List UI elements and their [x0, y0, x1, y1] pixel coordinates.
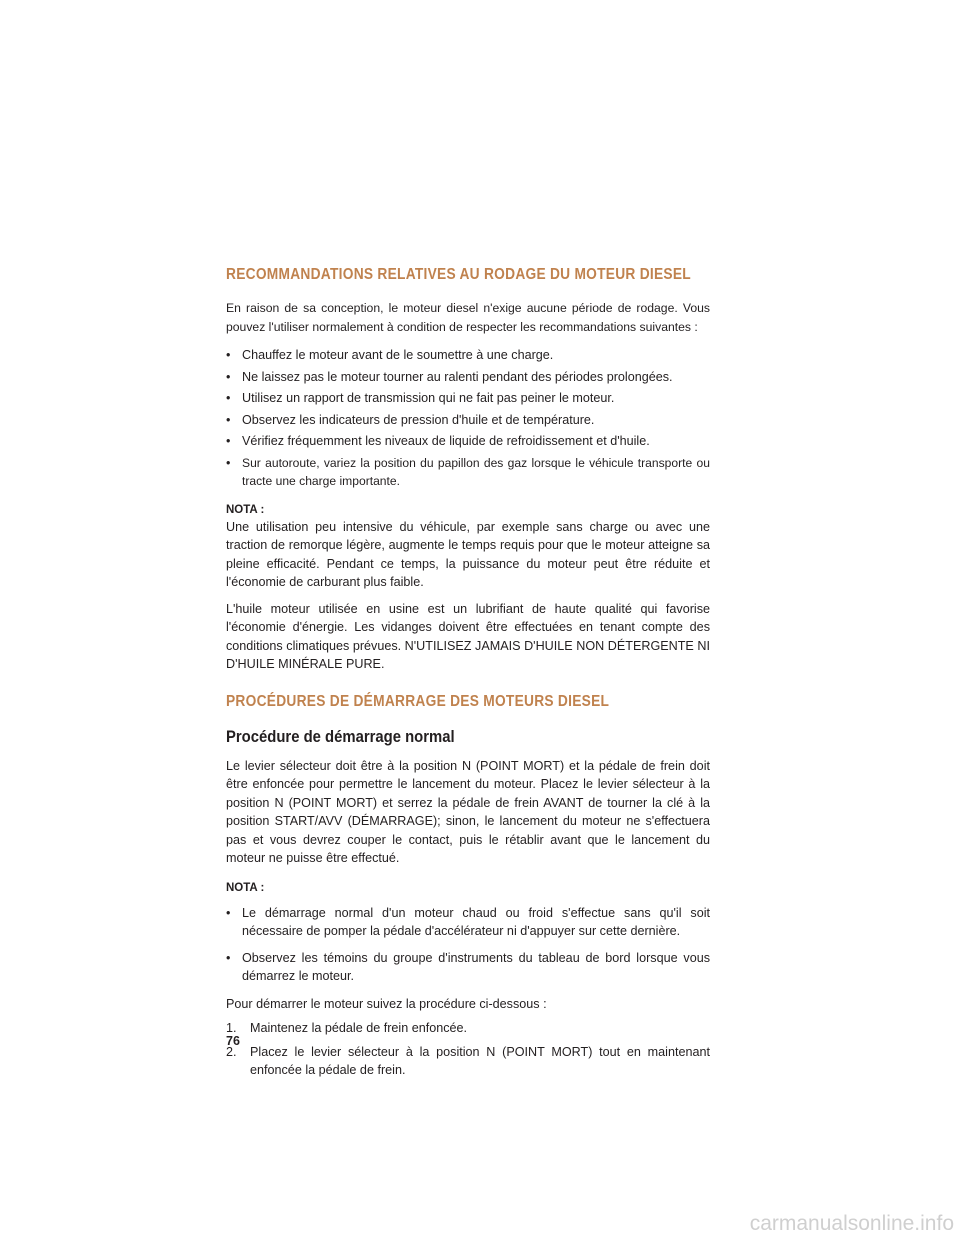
list-item: • Le démarrage normal d'un moteur chaud ou froid s'effectue sans qu'il soit nécessaire de pomper la pédale d'accélérateur ni d'appuyer sur cette dernière.: [226, 905, 710, 938]
demarrage-body: Le levier sélecteur doit être à la position N (POINT MORT) et la pédale de frein doit être enfoncée pour permettre le lancement du moteur. Placez le levier sélecteur à la position N (POINT MORT) et serrez la pédale de frein AVANT de tourner la clé à la position START/AVV (DÉMARRAGE); sinon, le lancement du moteur ne s'effectuera pas et vous devrez couper le contact, puis le rétablir avant que le lancement du moteur ne puisse être effectué.: [226, 758, 710, 865]
step-number: 2.: [226, 1044, 237, 1059]
oil-paragraph: L'huile moteur utilisée en usine est un lubrifiant de haute qualité qui favorise l'économie d'énergie. Les vidanges doivent être effectuées en tenant compte des conditions climatiques prévues. N'UTILISEZ JAMAIS D'HUILE NON DÉTERGENTE NI D'HUILE MINÉRALE PURE.: [226, 601, 710, 671]
nota-label: NOTA :: [226, 503, 265, 516]
page-number: 76: [226, 1034, 240, 1048]
step-number: 1.: [226, 1021, 237, 1035]
watermark-text: carmanualsonline.info: [749, 1212, 954, 1235]
rodage-recommendations-list: [226, 346, 710, 491]
list-item: • Utilisez un rapport de transmission qui ne fait pas peiner le moteur.: [226, 389, 710, 408]
bullet-marker: •: [226, 369, 231, 384]
list-item: • Chauffez le moteur avant de le soumettre à une charge.: [226, 346, 710, 365]
bullet-marker: •: [226, 950, 231, 965]
bullet-marker: •: [226, 348, 231, 362]
bullet-marker: •: [226, 412, 231, 427]
section-title-demarrage: PROCÉDURES DE DÉMARRAGE DES MOTEURS DIESEL: [226, 692, 610, 710]
demarrage-nota-list: [226, 904, 710, 986]
steps-intro: Pour démarrer le moteur suivez la procédure ci-dessous :: [226, 996, 547, 1011]
section-title-rodage: RECOMMANDATIONS RELATIVES AU RODAGE DU MOTEUR DIESEL: [226, 266, 691, 283]
list-item: 2. Placez le levier sélecteur à la position N (POINT MORT) tout en maintenant enfoncée la pédale de frein.: [226, 1044, 710, 1077]
nota-text: Une utilisation peu intensive du véhicule, par exemple sans charge ou avec une traction de remorque légère, augmente le temps requis pour que le moteur atteigne sa pleine efficacité. Pendant ce temps, la puissance du moteur peut être réduite et l'économie de carburant plus faible.: [226, 519, 710, 589]
steps-list: [226, 1019, 710, 1080]
list-item: 1. Maintenez la pédale de frein enfoncée.: [226, 1019, 710, 1038]
list-item: • Observez les indicateurs de pression d'huile et de température.: [226, 411, 710, 430]
list-item: • Vérifiez fréquemment les niveaux de liquide de refroidissement et d'huile.: [226, 432, 710, 451]
rodage-intro: En raison de sa conception, le moteur diesel n'exige aucune période de rodage. Vous pouvez l'utiliser normalement à condition de respecter les recommandations suivantes :: [226, 301, 710, 334]
list-item: • Sur autoroute, variez la position du papillon des gaz lorsque le véhicule transporte ou tracte une charge importante.: [226, 455, 710, 488]
bullet-marker: •: [226, 434, 231, 448]
bullet-marker: •: [226, 391, 231, 405]
page-content: [226, 264, 710, 1080]
list-item: • Observez les témoins du groupe d'instruments du tableau de bord lorsque vous démarrez le moteur.: [226, 950, 710, 983]
subsection-title-demarrage-normal: Procédure de démarrage normal: [226, 727, 455, 746]
bullet-marker: •: [226, 905, 231, 920]
list-item: • Ne laissez pas le moteur tourner au ralenti pendant des périodes prolongées.: [226, 368, 710, 387]
bullet-marker: •: [226, 455, 231, 470]
nota-label: NOTA :: [226, 881, 265, 894]
